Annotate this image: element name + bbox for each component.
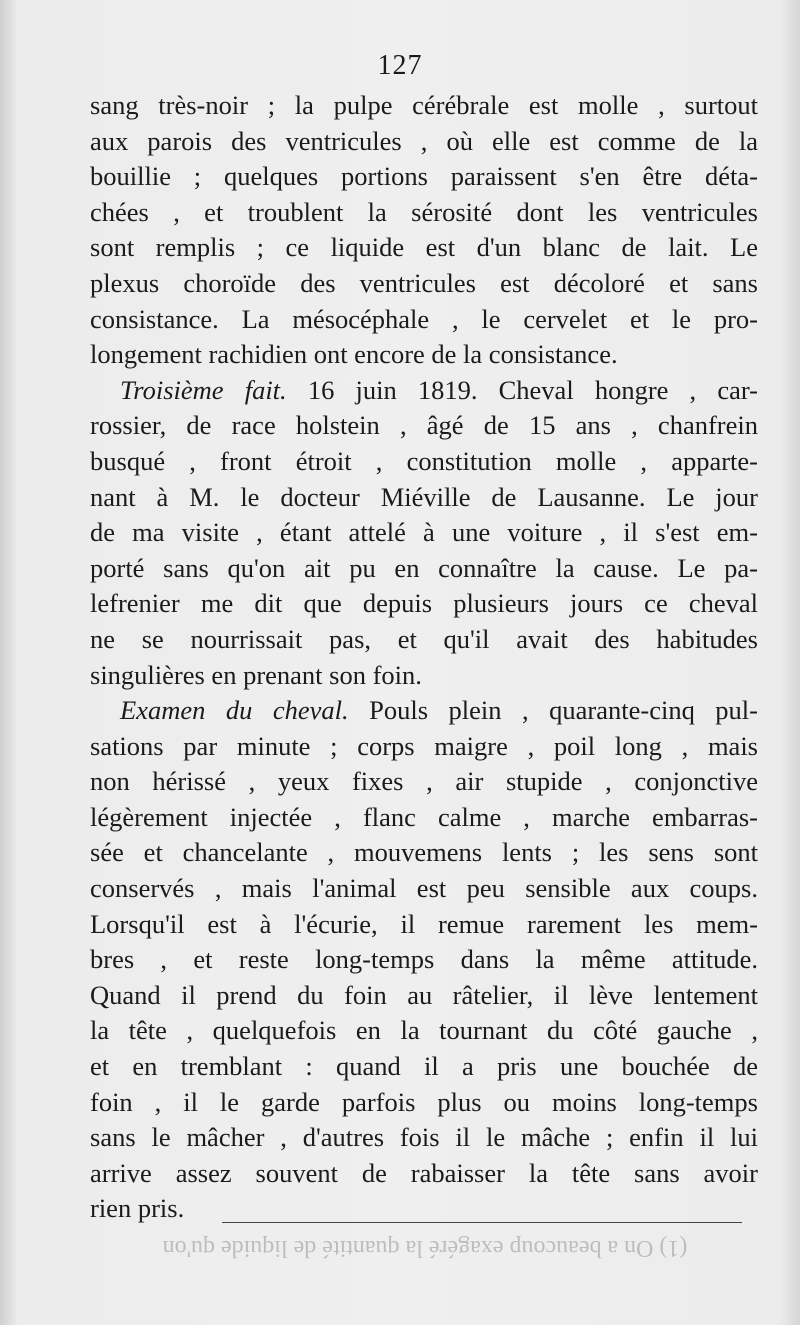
bleed-through-text: (1) On a beaucoup exagéré la quantité de liquide qu'on [162,1235,688,1261]
text-line [90,373,758,409]
text-line [90,693,758,729]
text-line: sont remplis ; ce liquide est d'un blanc de lait. Le [90,232,758,263]
text-line: et en tremblant : quand il a pris une bouchée de [90,1051,758,1082]
text-line: aux parois des ventricules , où elle est comme de la [90,125,758,156]
text-line: Lorsqu'il est à l'écurie, il remue rarement les mem- [90,908,758,939]
text-line: arrive assez souvent de rabaisser la tête sans avoir [90,1157,758,1188]
text-line: de ma visite , étant attelé à une voiture , il s'est em- [90,517,758,548]
paragraph-1 [90,88,758,373]
paragraph-heading: Troisième fait. [120,374,287,405]
body-text [90,88,758,1227]
text-line: sang très-noir ; la pulpe cérébrale est molle , surtout [90,90,758,120]
text-line: Quand il prend du foin au râtelier, il lève lentement [90,979,758,1010]
text-line: rien pris. [90,1193,185,1224]
text-line: la tête , quelquefois en la tournant du côté gauche , [90,1015,758,1046]
paragraph-heading: Examen du cheval. [120,695,349,726]
text-line: busqué , front étroit , constitution molle , apparte- [90,445,758,476]
text-line: chées , et troublent la sérosité dont les ventricules [90,196,758,227]
text-line: plexus choroïde des ventricules est décoloré et sans [90,267,758,298]
paragraph-3 [90,693,758,1227]
text-line: nant à M. le docteur Miéville de Lausanne. Le jour [90,481,758,512]
text-line: porté sans qu'on ait pu en connaître la cause. Le pa- [90,552,758,583]
heading-rest: Pouls plein , quarante-cinq pul- [348,695,758,726]
page-number: 127 [377,50,423,81]
text-line: bres , et reste long-temps dans la même attitude. [90,944,758,975]
text-line: rossier, de race holstein , âgé de 15 ans , chanfrein [90,410,758,441]
text-line: consistance. La mésocéphale , le cervelet et le pro- [90,303,758,334]
text-line: lefrenier me dit que depuis plusieurs jours ce cheval [90,588,758,619]
text-line: sans le mâcher , d'autres fois il le mâche ; enfin il lui [90,1122,758,1153]
text-line: bouillie ; quelques portions paraissent s'en être déta- [90,161,758,192]
text-line: non hérissé , yeux fixes , air stupide , conjonctive [90,766,758,797]
footnote-rule [222,1222,742,1223]
text-line: légèrement injectée , flanc calme , marche embarras- [90,801,758,832]
text-line: sations par minute ; corps maigre , poil long , mais [90,730,758,761]
text-line: singulières en prenant son foin. [90,659,422,690]
heading-rest: 16 juin 1819. Cheval hongre , car- [286,374,758,405]
paragraph-2 [90,373,758,693]
text-line: foin , il le garde parfois plus ou moins long-temps [90,1086,758,1117]
text-line: longement rachidien ont encore de la consistance. [90,339,618,370]
text-line: conservés , mais l'animal est peu sensible aux coups. [90,873,758,904]
text-line: ne se nourrissait pas, et qu'il avait des habitudes [90,623,758,654]
text-line: sée et chancelante , mouvemens lents ; les sens sont [90,837,758,868]
